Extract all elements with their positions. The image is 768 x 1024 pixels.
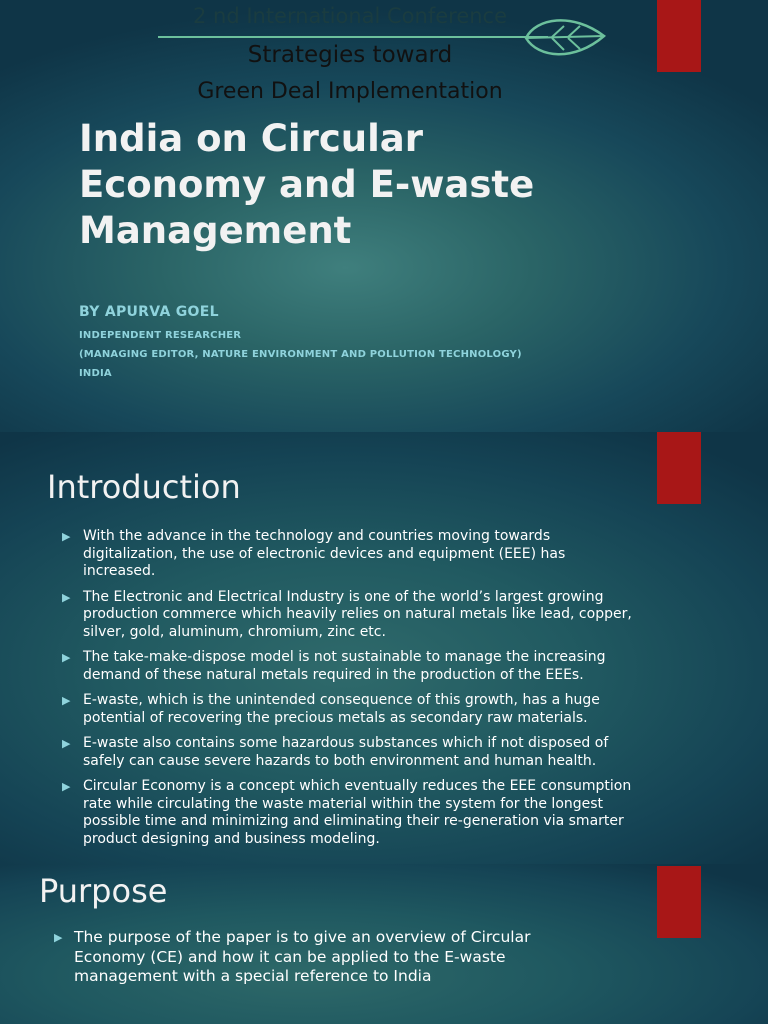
title-line-2: Economy and E-waste [79, 163, 535, 206]
list-item [62, 778, 642, 848]
introduction-slide [0, 432, 768, 864]
introduction-bullet-list [62, 528, 642, 856]
purpose-slide [0, 864, 768, 1024]
triangle-right-icon: ▶ [62, 530, 71, 543]
triangle-right-icon: ▶ [62, 694, 71, 707]
conference-subtitle-line-1: Strategies toward [247, 42, 453, 68]
conference-subtitle-line-2: Green Deal Implementation [197, 79, 503, 104]
bullet-text: The purpose of the paper is to give an overview of Circular Economy (CE) and how it can be applied to the E-waste management with a special reference to India [74, 928, 531, 985]
bullet-text: E-waste, which is the unintended consequence of this growth, has a huge potential of recovering the precious metals as secondary raw materials. [83, 692, 600, 726]
triangle-right-icon: ▶ [62, 651, 71, 664]
author-role: INDEPENDENT RESEARCHER [79, 330, 242, 341]
list-item [62, 528, 642, 581]
section-title: Introduction [47, 468, 241, 506]
bullet-text: The take-make-dispose model is not sustainable to manage the increasing demand of these natural metals required in the production of the EEEs. [83, 649, 606, 683]
bullet-text: With the advance in the technology and countries moving towards digitalization, the use of electronic devices and equipment (EEE) has increased. [83, 528, 566, 579]
triangle-right-icon: ▶ [62, 590, 71, 604]
author-affiliation: (MANAGING EDITOR, NATURE ENVIRONMENT AND POLLUTION TECHNOLOGY) [79, 349, 522, 360]
list-item [62, 589, 642, 642]
triangle-right-icon: ▶ [54, 931, 63, 944]
red-accent-tab [657, 0, 701, 72]
bullet-text: The Electronic and Electrical Industry is one of the world’s largest growing production commerce which heavily relies on natural metals like lead, copper, silver, gold, aluminum, chromium, zinc etc. [83, 588, 632, 640]
red-accent-tab [657, 432, 701, 504]
bullet-text: E-waste also contains some hazardous substances which if not disposed of safely can cause severe hazards to both environment and human health. [83, 735, 609, 769]
section-title: Purpose [39, 872, 168, 910]
title-line-3: Management [79, 209, 352, 252]
title-slide [0, 0, 768, 432]
list-item [62, 649, 642, 684]
author-byline: BY APURVA GOEL [79, 304, 219, 320]
purpose-bullet-list [54, 928, 574, 995]
list-item [62, 692, 642, 727]
author-country: INDIA [79, 368, 112, 379]
list-item [54, 928, 574, 987]
leaf-stem-line [158, 36, 548, 38]
red-accent-tab [657, 866, 701, 938]
conference-name: 2 nd International Conference [192, 4, 508, 28]
list-item [62, 735, 642, 770]
presentation-title [79, 116, 639, 254]
bullet-text: Circular Economy is a concept which eventually reduces the EEE consumption rate while circulating the waste material within the system for the longest possible time and minimizing and eliminating their re-generation via smarter product designing and business modeling. [83, 778, 632, 847]
triangle-right-icon: ▶ [62, 780, 71, 793]
triangle-right-icon: ▶ [62, 737, 71, 750]
title-line-1: India on Circular [79, 117, 424, 160]
